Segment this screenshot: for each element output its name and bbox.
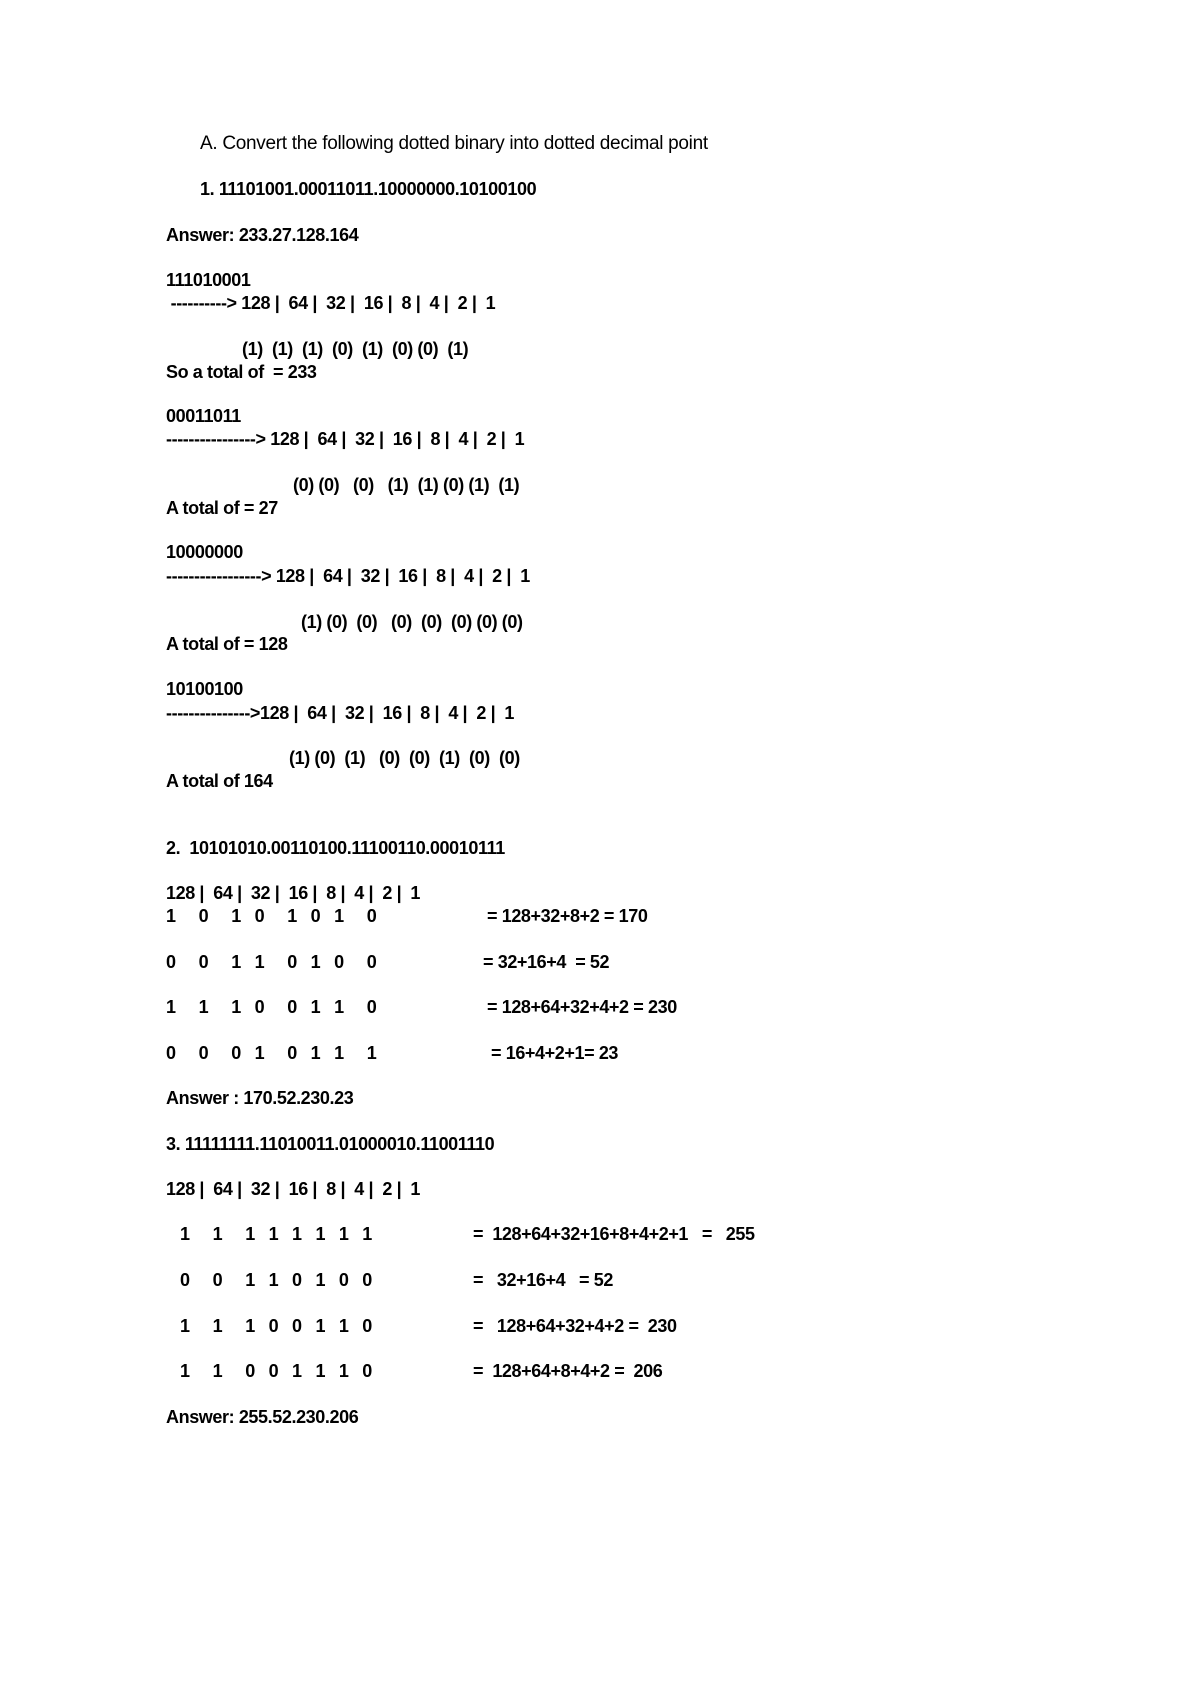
q1-octet3-bits: (1) (0) (0) (0) (0) (0) (0) (0) xyxy=(301,612,523,632)
q3-place-values: 128 | 64 | 32 | 16 | 8 | 4 | 2 | 1 xyxy=(166,1179,421,1199)
q1-octet3-binary: 10000000 xyxy=(166,542,243,562)
q2-place-values: 128 | 64 | 32 | 16 | 8 | 4 | 2 | 1 xyxy=(166,883,421,903)
q3-row1-bits: 1 1 1 1 1 1 1 1 xyxy=(180,1224,372,1244)
q1-octet1-place-values: ----------> 128 | 64 | 32 | 16 | 8 | 4 | 2 | 1 xyxy=(166,293,496,313)
q2-row3-sum: = 128+64+32+4+2 = 230 xyxy=(487,997,677,1017)
q3-answer: Answer: 255.52.230.206 xyxy=(166,1407,359,1427)
q2-row3-bits: 1 1 1 0 0 1 1 0 xyxy=(166,997,377,1017)
q1-label: 1. 11101001.00011011.10000000.10100100 xyxy=(200,179,537,199)
q1-octet4-place-values: --------------->128 | 64 | 32 | 16 | 8 | 4 | 2 | 1 xyxy=(166,703,515,723)
q1-octet1-total: So a total of = 233 xyxy=(166,362,317,382)
q3-row3-sum: = 128+64+32+4+2 = 230 xyxy=(473,1316,677,1336)
q1-octet2-total: A total of = 27 xyxy=(166,498,278,518)
q2-label: 2. 10101010.00110100.11100110.00010111 xyxy=(166,838,505,858)
q1-octet3-total: A total of = 128 xyxy=(166,634,288,654)
q2-answer: Answer : 170.52.230.23 xyxy=(166,1088,354,1108)
q3-row1-sum: = 128+64+32+16+8+4+2+1 = 255 xyxy=(473,1224,755,1244)
q1-octet2-bits: (0) (0) (0) (1) (1) (0) (1) (1) xyxy=(293,475,520,495)
q1-octet2-binary: 00011011 xyxy=(166,406,241,426)
q2-row1-bits: 1 0 1 0 1 0 1 0 xyxy=(166,906,377,926)
page-heading: A. Convert the following dotted binary into dotted decimal point xyxy=(200,133,708,154)
q1-octet1-bits: (1) (1) (1) (0) (1) (0) (0) (1) xyxy=(242,339,469,359)
q3-row4-sum: = 128+64+8+4+2 = 206 xyxy=(473,1361,663,1381)
q1-octet4-bits: (1) (0) (1) (0) (0) (1) (0) (0) xyxy=(289,748,520,768)
q1-octet2-place-values: ----------------> 128 | 64 | 32 | 16 | 8 | 4 | 2 | 1 xyxy=(166,429,525,449)
q3-row3-bits: 1 1 1 0 0 1 1 0 xyxy=(180,1316,372,1336)
q3-label: 3. 11111111.11010011.01000010.11001110 xyxy=(166,1134,495,1154)
q3-row4-bits: 1 1 0 0 1 1 1 0 xyxy=(180,1361,372,1381)
q1-octet3-place-values: -----------------> 128 | 64 | 32 | 16 | 8 | 4 | 2 | 1 xyxy=(166,566,530,586)
q3-row2-bits: 0 0 1 1 0 1 0 0 xyxy=(180,1270,372,1290)
q1-octet4-total: A total of 164 xyxy=(166,771,273,791)
q1-octet1-binary: 111010001 xyxy=(166,270,251,290)
q2-row4-bits: 0 0 0 1 0 1 1 1 xyxy=(166,1043,377,1063)
q2-row2-bits: 0 0 1 1 0 1 0 0 xyxy=(166,952,377,972)
q1-answer: Answer: 233.27.128.164 xyxy=(166,225,359,245)
q2-row4-sum: = 16+4+2+1= 23 xyxy=(491,1043,619,1063)
q2-row1-sum: = 128+32+8+2 = 170 xyxy=(487,906,648,926)
q3-row2-sum: = 32+16+4 = 52 xyxy=(473,1270,613,1290)
q1-octet4-binary: 10100100 xyxy=(166,679,243,699)
q2-row2-sum: = 32+16+4 = 52 xyxy=(483,952,610,972)
